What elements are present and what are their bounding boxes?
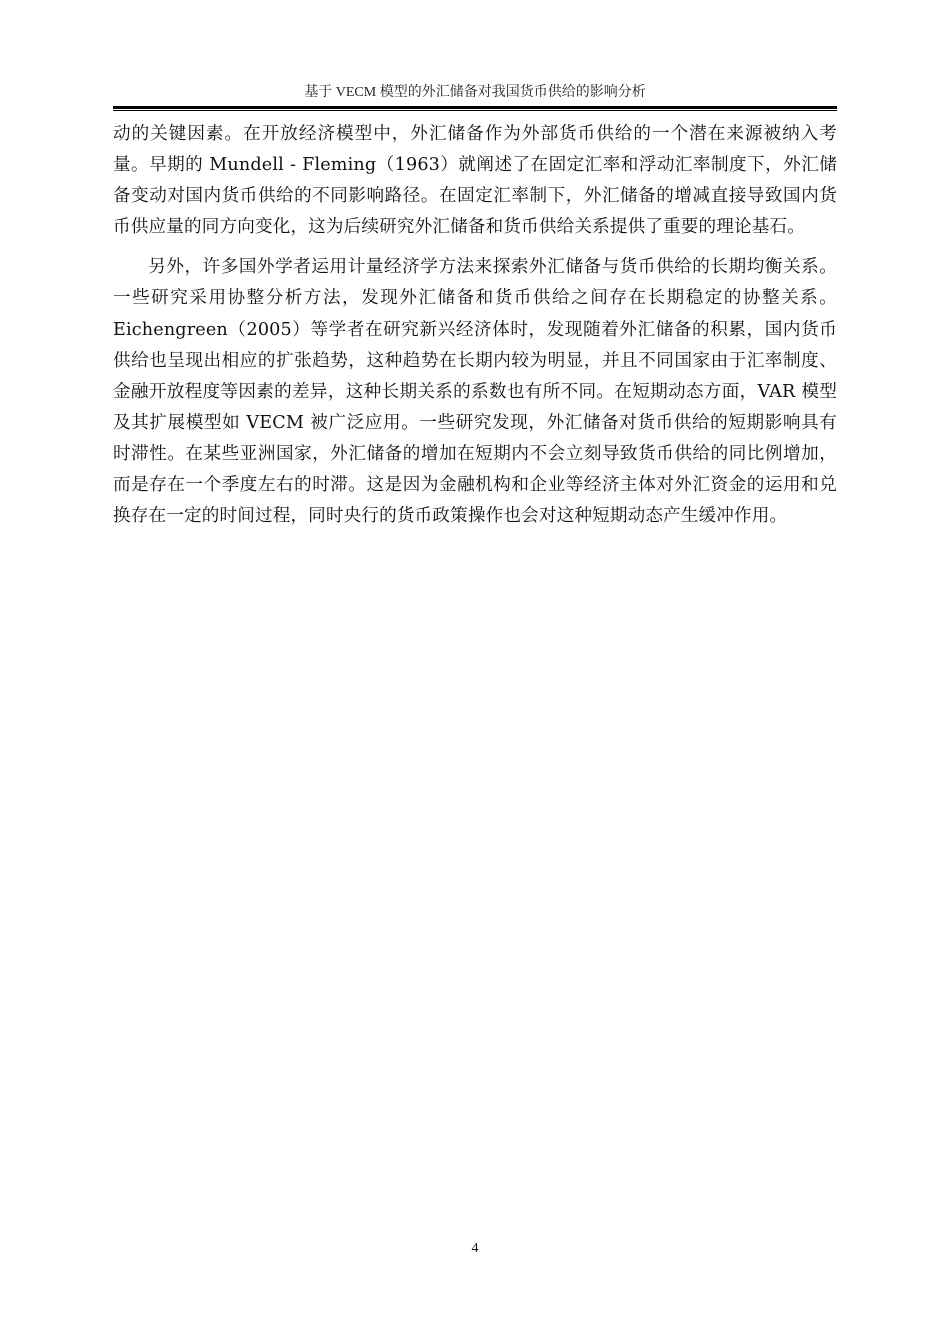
- body-text: [113, 119, 837, 541]
- page-number: 4: [471, 1241, 479, 1256]
- header-double-rule: [113, 106, 837, 111]
- running-header: 基于 VECM 模型的外汇储备对我国货币供给的影响分析: [304, 85, 646, 100]
- header-rule-thin: [113, 110, 837, 111]
- paragraph-foreign-studies: 另外，许多国外学者运用计量经济学方法来探索外汇储备与货币供给的长期均衡关系。一些研究采用协整分析方法，发现外汇储备和货币供给之间存在长期稳定的协整关系。Eichengreen（2005）等学者在研究新兴经济体时，发现随着外汇储备的积累，国内货币供给也呈现出相应的扩张趋势，这种趋势在长期内较为明显，并且不同国家由于汇率制度、金融开放程度等因素的差异，这种长期关系的系数也有所不同。在短期动态方面，VAR 模型及其扩展模型如 VECM 被广泛应用。一些研究发现，外汇储备对货币供给的短期影响具有时滞性。在某些亚洲国家，外汇储备的增加在短期内不会立刻导致货币供给的同比例增加，而是存在一个季度左右的时滞。这是因为金融机构和企业等经济主体对外汇资金的运用和兑换存在一定的时间过程，同时央行的货币政策操作也会对这种短期动态产生缓冲作用。: [113, 257, 837, 527]
- header-rule-thick: [113, 106, 837, 109]
- paragraph-continuation: 动的关键因素。在开放经济模型中，外汇储备作为外部货币供给的一个潜在来源被纳入考量。早期的 Mundell - Fleming（1963）就阐述了在固定汇率和浮动汇率制度下，外汇储备变动对国内货币供给的不同影响路径。在固定汇率制下，外汇储备的增减直接导致国内货币供应量的同方向变化，这为后续研究外汇储备和货币供给关系提供了重要的理论基石。: [113, 124, 837, 238]
